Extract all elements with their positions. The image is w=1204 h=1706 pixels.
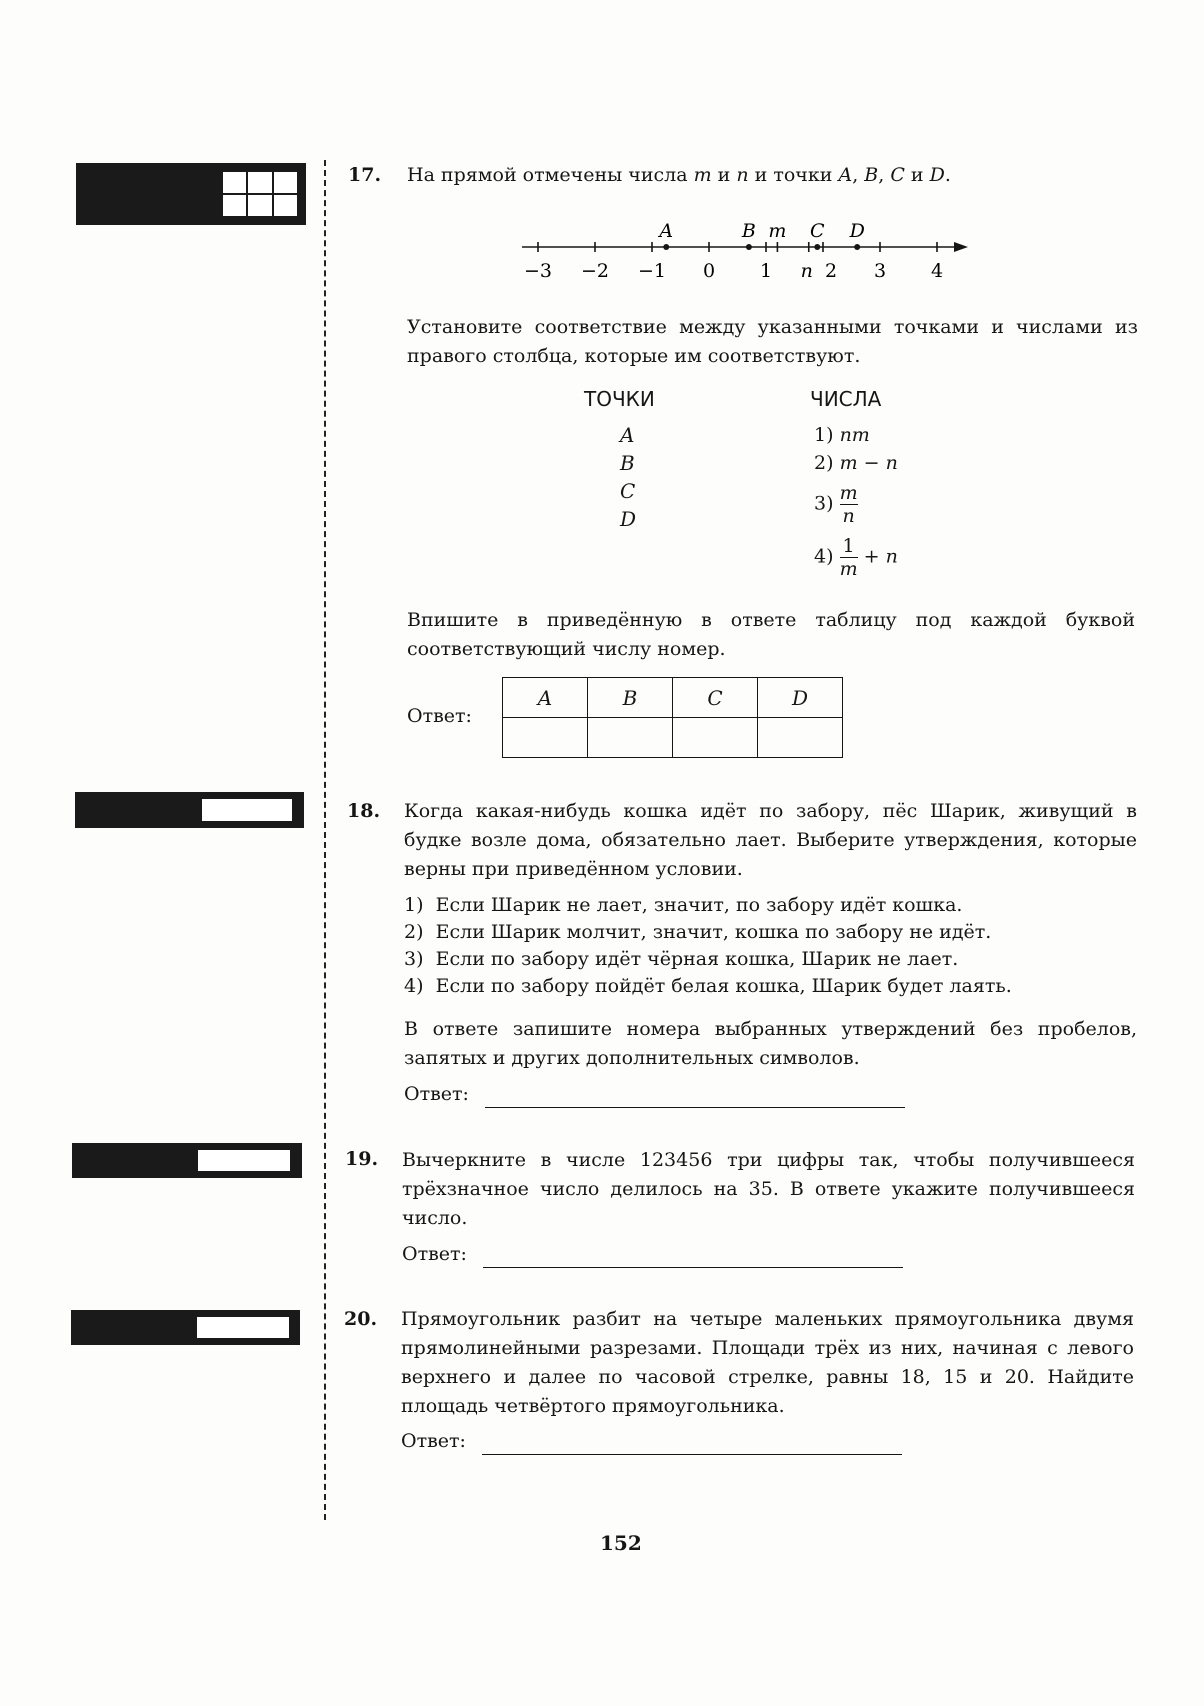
task-20-text: Прямоугольник разбит на четыре маленьких прямоугольника двумя прямолинейными разрезами. Площади трёх из них, начиная с левого верхнего и далее по часовой стрелке, равны 18, 15 и 20. Найдите площадь четвёртого прямоугольника.	[401, 1308, 1134, 1417]
option-1: 1) nm	[814, 424, 870, 446]
point-label-d: D	[849, 220, 865, 242]
task-18-text: Когда какая-нибудь кошка идёт по забору, пёс Шарик, живущий в будке возле дома, обязательно лает. Выберите утверждения, которые верны при приведённом условии.	[404, 800, 1137, 880]
number-line	[510, 215, 980, 290]
option-3: 3) $\frac{m}{n}$	[814, 482, 858, 527]
task-17-answer-label: Ответ:	[407, 705, 472, 727]
task-18-item-4: 4) Если по забору пойдёт белая кошка, Шарик будет лаять.	[404, 975, 1012, 997]
task-19-number: 19.	[345, 1148, 379, 1170]
task-18-note: В ответе запишите номера выбранных утверждений без пробелов, запятых и других дополнительных символов.	[404, 1018, 1137, 1069]
task-20-answer-line[interactable]	[482, 1454, 902, 1455]
answer-grid-17[interactable]	[220, 169, 300, 219]
answer-cell-d[interactable]	[758, 718, 843, 758]
task-19-answer-line[interactable]	[483, 1267, 903, 1268]
tick-label: 2	[824, 260, 838, 282]
task-19-answer-label: Ответ:	[402, 1243, 467, 1265]
numbers-column-header: ЧИСЛА	[810, 387, 882, 411]
option-2: 2) m − n	[814, 452, 898, 474]
option-4: 4) $\frac{1}{m}$ + n	[814, 535, 898, 580]
answer-box-19	[72, 1143, 302, 1178]
answer-field-18[interactable]	[202, 799, 292, 821]
task-18-number: 18.	[347, 800, 381, 822]
task-18-answer-line[interactable]	[485, 1107, 905, 1108]
task-20-answer-label: Ответ:	[401, 1430, 466, 1452]
task-18-item-3: 3) Если по забору идёт чёрная кошка, Шарик не лает.	[404, 948, 959, 970]
task-18-item-1: 1) Если Шарик не лает, значит, по забору идёт кошка.	[404, 894, 963, 916]
point-dot-b	[746, 244, 752, 250]
point-label-c: C	[810, 220, 825, 242]
point-label-a: A	[620, 423, 635, 447]
task-18-item-2: 2) Если Шарик молчит, значит, кошка по забору не идёт.	[404, 921, 992, 943]
number-line-arrow	[954, 242, 968, 252]
answer-box-17	[76, 163, 306, 225]
answer-box-18	[75, 792, 304, 828]
answer-cell-a[interactable]	[503, 718, 588, 758]
task-17-number: 17.	[348, 164, 382, 186]
answer-field-20[interactable]	[197, 1317, 289, 1338]
answer-cell-c[interactable]	[673, 718, 758, 758]
point-label-d: D	[620, 507, 637, 531]
tick-label: −2	[580, 260, 610, 282]
table-header-c: C	[673, 678, 758, 718]
tick-label: 1	[759, 260, 773, 282]
tick-label: −1	[637, 260, 667, 282]
table-header-a: A	[503, 678, 588, 718]
tick-label: 3	[873, 260, 887, 282]
point-dot-c	[814, 244, 820, 250]
point-label-a: A	[659, 220, 674, 242]
point-label-b: B	[741, 220, 756, 242]
task-17-intro: На прямой отмечены числа m и n и точки A, B, C и D.	[407, 164, 951, 186]
task-18-answer-label: Ответ:	[404, 1083, 469, 1105]
answer-field-19[interactable]	[198, 1150, 290, 1171]
point-label-m: m	[768, 220, 787, 242]
tick-label: 0	[702, 260, 716, 282]
margin-cut-line	[324, 160, 326, 1520]
tick-label: 4	[930, 260, 944, 282]
answer-cell-b[interactable]	[588, 718, 673, 758]
point-dot-a	[663, 244, 669, 250]
point-label-b: B	[620, 451, 635, 475]
table-header-d: D	[758, 678, 843, 718]
tick-label: −3	[523, 260, 553, 282]
points-column-header: ТОЧКИ	[584, 387, 655, 411]
answer-box-20	[71, 1310, 300, 1345]
task-19-text: Вычеркните в числе 123456 три цифры так, чтобы получившееся трёхзначное число делилось на 35. В ответе укажите получившееся число.	[402, 1149, 1135, 1229]
task-17-instruction: Установите соответствие между указанными точками и числами из правого столбца, которые им соответствуют.	[407, 316, 1138, 367]
page-number: 152	[600, 1531, 642, 1555]
task-17-answer-table	[502, 677, 843, 758]
fraction-m-over-n: $\frac{m}{n}$	[839, 482, 858, 527]
task-17-fill-instruction: Впишите в приведённую в ответе таблицу под каждой буквой соответствующий числу номер.	[407, 609, 1135, 660]
table-header-b: B	[588, 678, 673, 718]
task-20-number: 20.	[344, 1308, 378, 1330]
n-label: n	[800, 260, 813, 282]
point-label-c: C	[620, 479, 636, 503]
point-dot-d	[854, 244, 860, 250]
fraction-1-over-m: $\frac{1}{m}$	[839, 535, 858, 580]
